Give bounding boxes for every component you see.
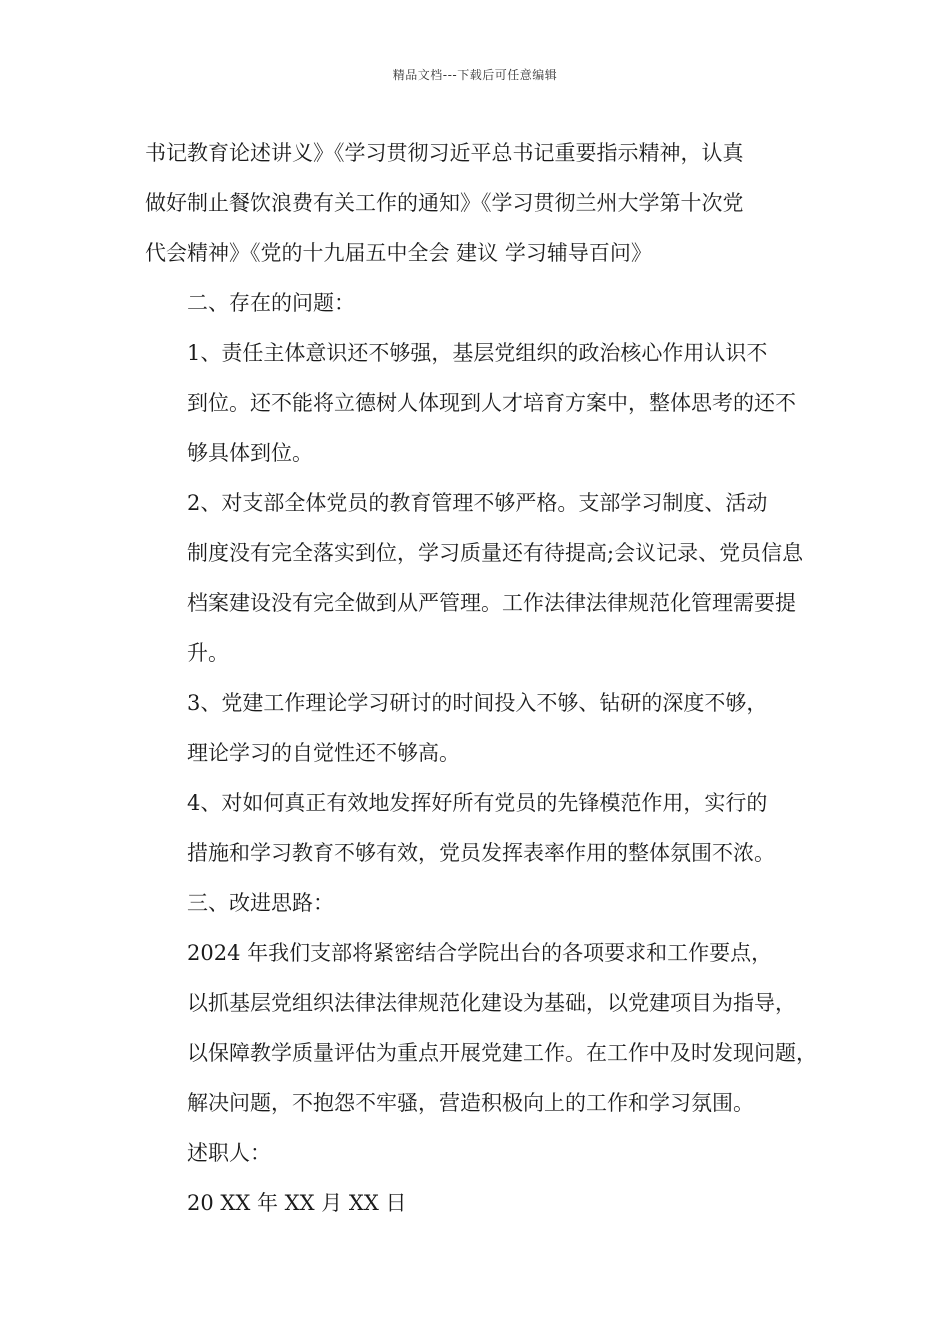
paragraph	[145, 928, 815, 1128]
text-line: 做好制止餐饮浪费有关工作的通知》《学习贯彻兰州大学第十次党	[145, 191, 744, 215]
text-line: 2、对支部全体党员的教育管理不够严格。支部学习制度、活动	[187, 491, 768, 515]
text-line: 2024 年我们支部将紧密结合学院出台的各项要求和工作要点，	[187, 941, 773, 965]
paragraph	[145, 328, 815, 478]
paragraph	[145, 878, 815, 928]
page-header: 精品文档---下载后可任意编辑	[392, 68, 558, 82]
text-line: 3、党建工作理论学习研讨的时间投入不够、钻研的深度不够，	[187, 691, 768, 715]
paragraph	[145, 778, 815, 878]
paragraph	[145, 1178, 815, 1228]
paragraph	[145, 278, 815, 328]
text-line: 理论学习的自觉性还不够高。	[187, 741, 460, 765]
text-line: 升。	[187, 641, 229, 665]
text-line: 二、存在的问题：	[187, 291, 355, 315]
text-line: 书记教育论述讲义》《学习贯彻习近平总书记重要指示精神，认真	[145, 141, 744, 165]
paragraph	[145, 1128, 815, 1178]
text-line: 1、责任主体意识还不够强，基层党组织的政治核心作用认识不	[187, 341, 768, 365]
text-line: 三、改进思路：	[187, 891, 334, 915]
paragraph	[145, 678, 815, 778]
text-line: 解决问题，不抱怨不牢骚，营造积极向上的工作和学习氛围。	[187, 1091, 754, 1115]
paragraph	[145, 478, 815, 678]
text-line: 到位。还不能将立德树人体现到人才培育方案中，整体思考的还不	[187, 391, 796, 415]
text-line: 以保障教学质量评估为重点开展党建工作。在工作中及时发现问题，	[187, 1041, 817, 1065]
text-line: 述职人：	[187, 1141, 271, 1165]
document-body	[145, 128, 815, 1228]
text-line: 以抓基层党组织法律法律规范化建设为基础，以党建项目为指导，	[187, 991, 796, 1015]
text-line: 4、对如何真正有效地发挥好所有党员的先锋模范作用，实行的	[187, 791, 768, 815]
text-line: 档案建设没有完全做到从严管理。工作法律法律规范化管理需要提	[187, 591, 796, 615]
text-line: 代会精神》《党的十九届五中全会 建议 学习辅导百问》	[145, 241, 652, 265]
text-line: 20 XX 年 XX 月 XX 日	[187, 1191, 407, 1215]
text-line: 制度没有完全落实到位，学习质量还有待提高;会议记录、党员信息	[187, 541, 804, 565]
paragraph	[145, 128, 815, 278]
text-line: 够具体到位。	[187, 441, 313, 465]
text-line: 措施和学习教育不够有效，党员发挥表率作用的整体氛围不浓。	[187, 841, 775, 865]
